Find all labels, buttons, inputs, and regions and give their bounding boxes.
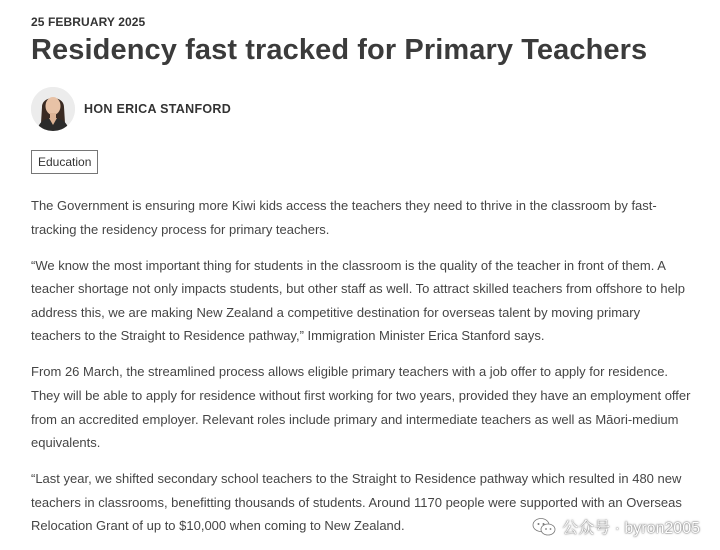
article-body [31, 194, 691, 550]
article-title: Residency fast tracked for Primary Teachers [31, 34, 648, 66]
article-paragraph: The Government is ensuring more Kiwi kids access the teachers they need to thrive in the classroom by fast-tracking the residency process for primary teachers. [31, 198, 657, 237]
wechat-icon [532, 517, 556, 537]
tag-education[interactable]: Education [31, 150, 98, 174]
author-name[interactable]: HON ERICA STANFORD [84, 102, 232, 116]
article-paragraph: From 26 March, the streamlined process allows eligible primary teachers with a job offer to apply for residence. They will be able to apply for residence without first working for two years, provided they have an employment offer from an accredited employer. Relevant roles include primary and intermediate teachers as well as Māori-medium equivalents. [31, 364, 691, 451]
watermark [532, 515, 700, 538]
article-paragraph: “We know the most important thing for students in the classroom is the quality of the teacher in front of them. A teacher shortage not only impacts students, but other staff as well. To attract skilled teachers from offshore to help address this, we are making New Zealand a competitive destination for overseas talent by moving primary teachers to the Straight to Residence pathway,” Immigration Minister Erica Stanford says. [31, 257, 685, 344]
article-date: 25 FEBRUARY 2025 [31, 15, 146, 29]
article-paragraph: “Last year, we shifted secondary school teachers to the Straight to Residence pathway which resulted in 480 new teachers in classrooms, benefitting thousands of students. Around 1170 people were supported with an Overseas Relocation Grant of up to $10,000 when coming to New Zealand. [31, 471, 682, 534]
watermark-text: 公众号 · byron2005 [562, 520, 700, 537]
author-avatar [31, 87, 75, 131]
author-byline [31, 87, 231, 131]
